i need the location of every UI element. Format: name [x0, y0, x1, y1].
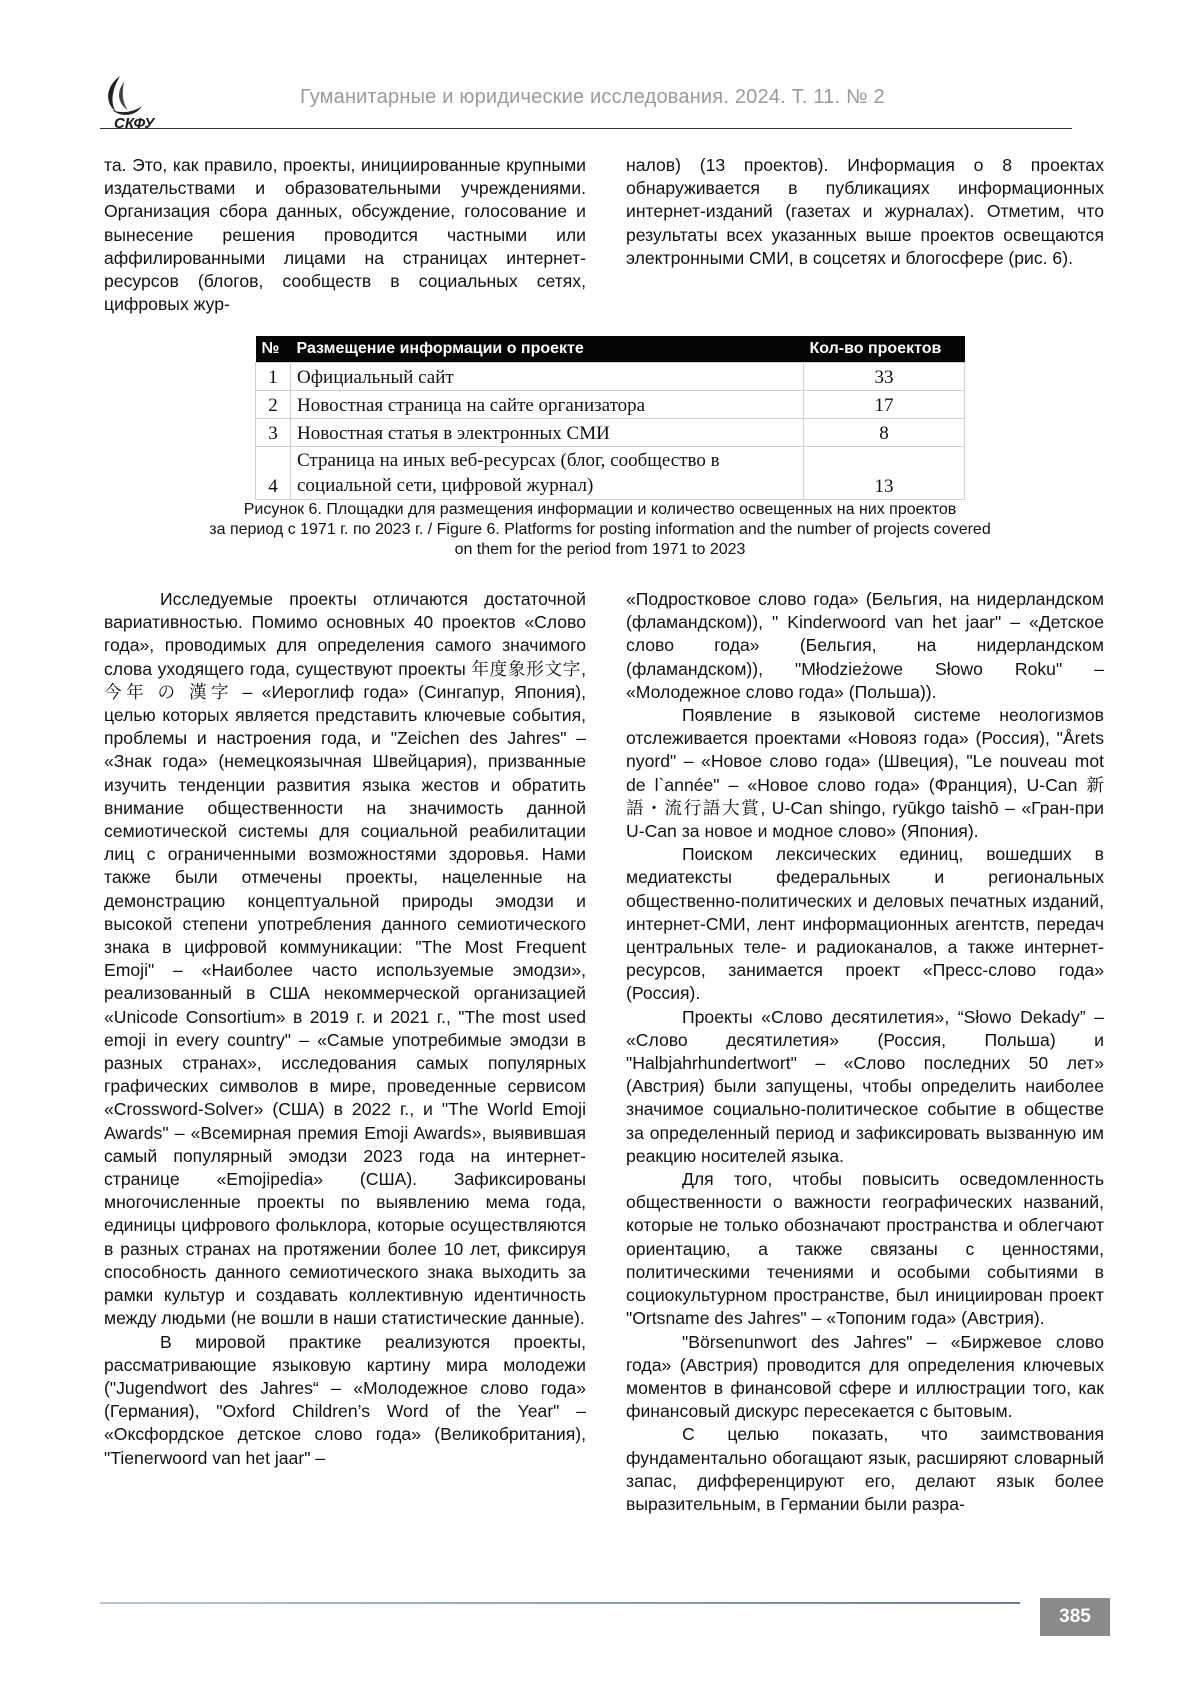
paragraph: С целью показать, что заимствования фундаментально обогащают язык, расширяют словарный запас, дифференцируют его, делают язык более выразительным, в Германии были разра-: [626, 1424, 1104, 1514]
bottom-right-column: [626, 588, 1104, 1516]
caption-line: on them for the period from 1971 to 2023: [454, 541, 746, 558]
table-row: [256, 447, 965, 500]
bottom-left-column: [104, 588, 586, 1470]
paragraph: «Подростковое слово года» (Бельгия, на нидерландском (фламандском)), " Kinderwoord van het jaar" – «Детское слово года» (Бельгия, на нидерландском (фламандском)), "Młodzieżowe Słowo Roku" – «Молодежное слово года» (Польша)).: [626, 589, 1104, 702]
page-number: 385: [1040, 1598, 1110, 1636]
paragraph: Для того, чтобы повысить осведомленность общественности о важности географических названий, которые не только обозначают пространства и облегчают ориентацию, а также связаны с ценностями, политическими течениями и особыми событиями в социокультурном пространстве, был инициирован проект "Ortsname des Jahres" – «Топоним года» (Австрия).: [626, 1169, 1104, 1329]
row-description: Страница на иных веб-ресурсах (блог, сообщество в социальной сети, цифровой журнал): [291, 447, 804, 500]
journal-title: Гуманитарные и юридические исследования. 2024. Т. 11. № 2: [300, 86, 885, 108]
header-divider: [100, 128, 1072, 129]
row-number: 1: [256, 363, 291, 391]
caption-line: Рисунок 6. Площадки для размещения информации и количество освещенных на них проектов: [243, 501, 957, 518]
row-count: 17: [804, 391, 965, 419]
paragraph: налов) (13 проектов). Информация о 8 проектах обнаруживается в публикациях информационных интернет-изданий (газетах и журналах). Отметим, что результаты всех указанных выше проектов освещаются электронными СМИ, в соцсетях и блогосфере (рис. 6).: [626, 155, 1104, 268]
paragraph: Поиском лексических единиц, вошедших в медиатексты федеральных и региональных общественно-политических и деловых печатных изданий, интернет-СМИ, лент информационных агентств, передач центральных теле- и радиоканалов, а также интернет-ресурсов, занимается проект «Пресс-слово года» (Россия).: [626, 844, 1104, 1004]
row-count: 8: [804, 419, 965, 447]
figure-6-table-image: [255, 336, 965, 500]
row-number: 4: [256, 447, 291, 500]
paragraph: та. Это, как правило, проекты, инициированные крупными издательствами и образовательными учреждениями. Организация сбора данных, обсуждение, голосование и вынесение решения проводится частными или аффилированными лицами на страницах интернет-ресурсов (блогов, сообществ в социальных сетях, цифровых жур-: [104, 155, 586, 315]
column-header-number: №: [256, 336, 291, 363]
journal-logo: [98, 72, 188, 130]
table-row: [256, 363, 965, 391]
column-header-count: Кол-во проектов: [804, 336, 965, 363]
logo-emblem-icon: [98, 72, 188, 130]
paragraph: Исследуемые проекты отличаются достаточной вариативностью. Помимо основных 40 проектов «Слово года», проводимых для определения самого значимого слова уходящего года, существуют проекты 年度象形文字, 今年 の 漢字 – «Иероглиф года» (Сингапур, Япония), целью которых является представить ключевые события, проблемы и настроения года, и "Zeichen des Jahres" – «Знак года» (немецкоязычная Швейцария), призванные изучить тенденции развития языка жестов и обратить внимание общественности на значимость данной семиотической системы для социальной реабилитации лиц с ограниченными возможностями здоровья. Нами также были отмечены проекты, нацеленные на демонстрацию концептуальной природы эмодзи и высокой степени употребления данного семиотического знака в цифровой коммуникации: "The Most Frequent Emoji" – «Наиболее часто используемые эмодзи», реализованный в США некоммерческой организацией «Unicode Consortium» в 2019 г. и 2021 г., "The most used emoji in every country" – «Самые употребимые эмодзи в разных странах», исследования самых популярных графических символов в мире, проведенные сервисом «Crossword-Solver» (США) в 2022 г., и "The World Emoji Awards" – «Всемирная премия Emoji Awards», выявившая самый популярный эмодзи 2023 года на интернет-странице «Emojipedia» (США). Зафиксированы многочисленные проекты по выявлению мема года, единицы цифрового фольклора, которые осуществляются в разных странах на протяжении более 10 лет, фиксируя способность данного семиотического знака выходить за рамки культур и создавать коллективную идентичность между людьми (не вошли в наши статистические данные).: [104, 589, 586, 1329]
paragraph: Проекты «Слово десятилетия», “Słowo Dekady” – «Слово десятилетия» (Россия, Польша) и "Halbjahrhundertwort" – «Слово последних 50 лет» (Австрия) были запущены, чтобы определить наиболее значимое социально-политическое событие в обществе за определенный период и зафиксировать вызванную им реакцию носителей языка.: [626, 1006, 1104, 1166]
figure-caption: [150, 500, 1050, 560]
paragraph: "Börsenunwort des Jahres" – «Биржевое слово года» (Австрия) проводится для определения ключевых моментов в финансовой сфере и иллюстрации того, как финансовый дискурс пересекается с бытовым.: [626, 1331, 1104, 1422]
paragraph: В мировой практике реализуются проекты, рассматривающие языковую картину мира молодежи ("Jugendwort des Jahres“ – «Молодежное слово года» (Германия), "Oxford Children’s Word of the Year" – «Оксфордское детское слово года» (Великобритания), "Tienerwoord van het jaar" –: [104, 1331, 586, 1468]
table-row: [256, 391, 965, 419]
row-count: 13: [804, 447, 965, 500]
row-number: 3: [256, 419, 291, 447]
row-count: 33: [804, 363, 965, 391]
row-number: 2: [256, 391, 291, 419]
top-left-column: [104, 154, 586, 316]
platforms-table: [255, 336, 965, 500]
column-header-placement: Размещение информации о проекте: [291, 336, 804, 363]
row-description: Новостная статья в электронных СМИ: [291, 419, 804, 447]
logo-text: СКФУ: [114, 115, 155, 130]
row-description: Официальный сайт: [291, 363, 804, 391]
footer-divider: [100, 1602, 1020, 1604]
top-right-column: [626, 154, 1104, 270]
caption-line: за период с 1971 г. по 2023 г. / Figure 6. Platforms for posting information and the number of projects covered: [209, 521, 991, 538]
table-row: [256, 419, 965, 447]
table-header-row: [256, 336, 965, 363]
paragraph: Появление в языковой системе неологизмов отслеживается проектами «Новояз года» (Россия), "Årets nyord" – «Новое слово года» (Швеция), "Le nouveau mot de l`année" – «Новое слово года» (Франция), U-Can 新語・流行語大賞, U-Can shingo, ryūkgo taishō – «Гран-при U-Can за новое и модное слово» (Япония).: [626, 705, 1104, 842]
row-description: Новостная страница на сайте организатора: [291, 391, 804, 419]
